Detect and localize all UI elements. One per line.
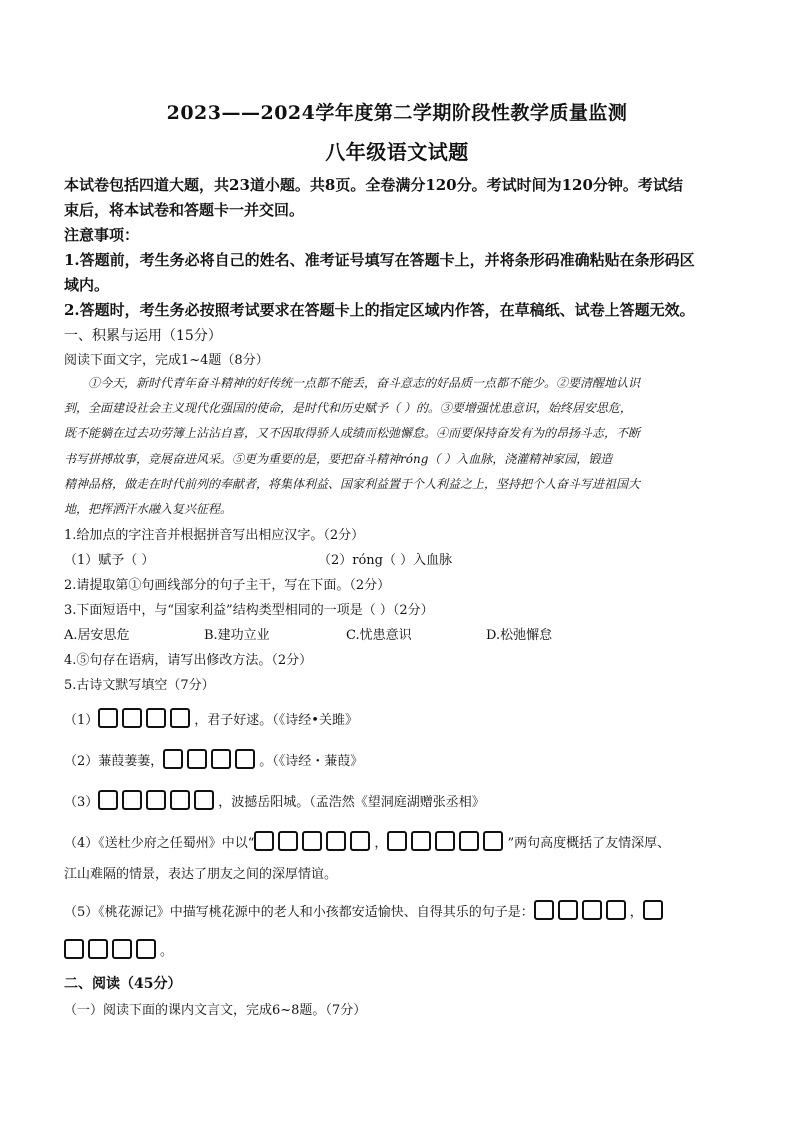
question-2: 2.请提取第①句画线部分的句子主干，写在下面。（2分） [64,578,391,593]
question-1: 1.给加点的字注音并根据拼音写出相应汉字。（2分） [64,528,365,543]
blank-box [146,708,166,728]
blank-box [459,831,479,851]
question-3: 3.下面短语中，与“国家利益”结构类型相同的一项是（ ）（2分） [64,603,434,618]
blank-box [558,900,578,920]
question-4: 4.⑤句存在语病，请写出修改方法。（2分） [64,653,313,668]
question-1b: （2）róng（ ）入血脉 [318,553,453,568]
blank-box [187,749,207,769]
blank-box [194,790,214,810]
blank-box [606,900,626,920]
question-1a: （1）赋予（ ） [64,553,155,568]
intro-line-2: 束后，将本试卷和答题卡一并交回。 [64,201,305,219]
option-a: A.居安思危 [64,628,130,643]
question-5-1: （1） ，君子好逑。（《诗经•关雎》 [64,708,358,728]
blank-box [98,790,118,810]
blank-box [98,708,118,728]
question-3-options [64,624,552,643]
blank-box [163,749,183,769]
notice-2: 2.答题时，考生务必按照考试要求在答题卡上的指定区域内作答，在草稿纸、试卷上答题无效。 [64,301,695,319]
question-5-3: （3） ，波撼岳阳城。（孟浩然《望洞庭湖赠张丞相》 [64,790,485,810]
blank-box [64,939,84,959]
passage-line-2: 到，全面建设社会主义现代化强国的使命，是时代和历史赋予（ ）的。③要增强忧患意识，始终居安思危， [64,401,632,415]
section2-sub1: （一）阅读下面的课内文言文，完成6~8题。（7分） [64,1003,367,1018]
blank-box [387,831,407,851]
blank-box [211,749,231,769]
exam-subtitle: 八年级语文试题 [325,140,469,164]
question-5: 5.古诗文默写填空（7分） [64,678,215,693]
passage-line-4: 书写拼搏故事，竞展奋进风采。⑤更为重要的是，要把奋斗精神róng（ ）入血脉，浇灌精神家园，锻造 [64,452,613,466]
passage-line-3: 既不能躺在过去功劳簿上沾沾自喜，又不因取得骄人成绩而松弛懈怠。④而要保持奋发有为的昂扬斗志，不断 [64,426,641,440]
blank-box [302,831,322,851]
blank-box [411,831,431,851]
option-d: D.松弛懈怠 [486,628,553,643]
intro-line-1: 本试卷包括四道大题，共23道小题。共8页。全卷满分120分。考试时间为120分钟。考试结 [64,176,683,194]
blank-box [350,831,370,851]
notice-1b: 域内。 [64,276,110,294]
exam-title: 2023——2024学年度第二学期阶段性教学质量监测 [166,102,628,124]
passage-line-6: 地，把挥洒汗水融入复兴征程。 [64,502,233,516]
question-5-5-line2: 。 [64,939,173,959]
blank-box [136,939,156,959]
question-5-2: （2）蒹葭萋萋， 。（《诗经・蒹葭》 [64,749,363,769]
blank-box [483,831,503,851]
blank-box [534,900,554,920]
option-b: B.建功立业 [204,628,270,643]
section1-heading: 一、积累与运用（15分） [64,328,222,344]
blank-box [112,939,132,959]
blank-box [122,790,142,810]
blank-box [643,900,663,920]
question-5-4: （4）《送杜少府之任蜀州》中以“ ， ”两句高度概括了友情深厚、 [64,831,670,851]
section2-heading: 二、阅读（45分） [64,976,182,992]
notice-title: 注意事项： [64,226,140,244]
blank-box [170,790,190,810]
blank-box [170,708,190,728]
blank-box [326,831,346,851]
blank-box [146,790,166,810]
option-c: C.忧患意识 [346,628,412,643]
section1-instruction: 阅读下面文字，完成1~4题（8分） [64,353,269,368]
blank-box [122,708,142,728]
blank-box [278,831,298,851]
blank-box [254,831,274,851]
question-5-4-line2: 江山难隔的情景，表达了朋友之间的深厚情谊。 [64,867,338,882]
question-5-5: （5）《桃花源记》中描写桃花源中的老人和小孩都安适愉快、自得其乐的句子是： ， [64,900,667,920]
passage-line-5: 精神品格，做走在时代前列的奉献者，将集体利益、国家利益置于个人利益之上，坚持把个人奋斗写进祖国大 [64,477,641,491]
blank-box [435,831,455,851]
notice-1a: 1.答题前，考生务必将自己的姓名、准考证号填写在答题卡上，并将条形码准确粘贴在条形码区 [64,251,695,269]
blank-box [582,900,602,920]
passage-line-1: ①今天，新时代青年奋斗精神的好传统一点都不能丢，奋斗意志的好品质一点都不能少。②要清醒地认识 [88,376,641,390]
blank-box [88,939,108,959]
blank-box [235,749,255,769]
